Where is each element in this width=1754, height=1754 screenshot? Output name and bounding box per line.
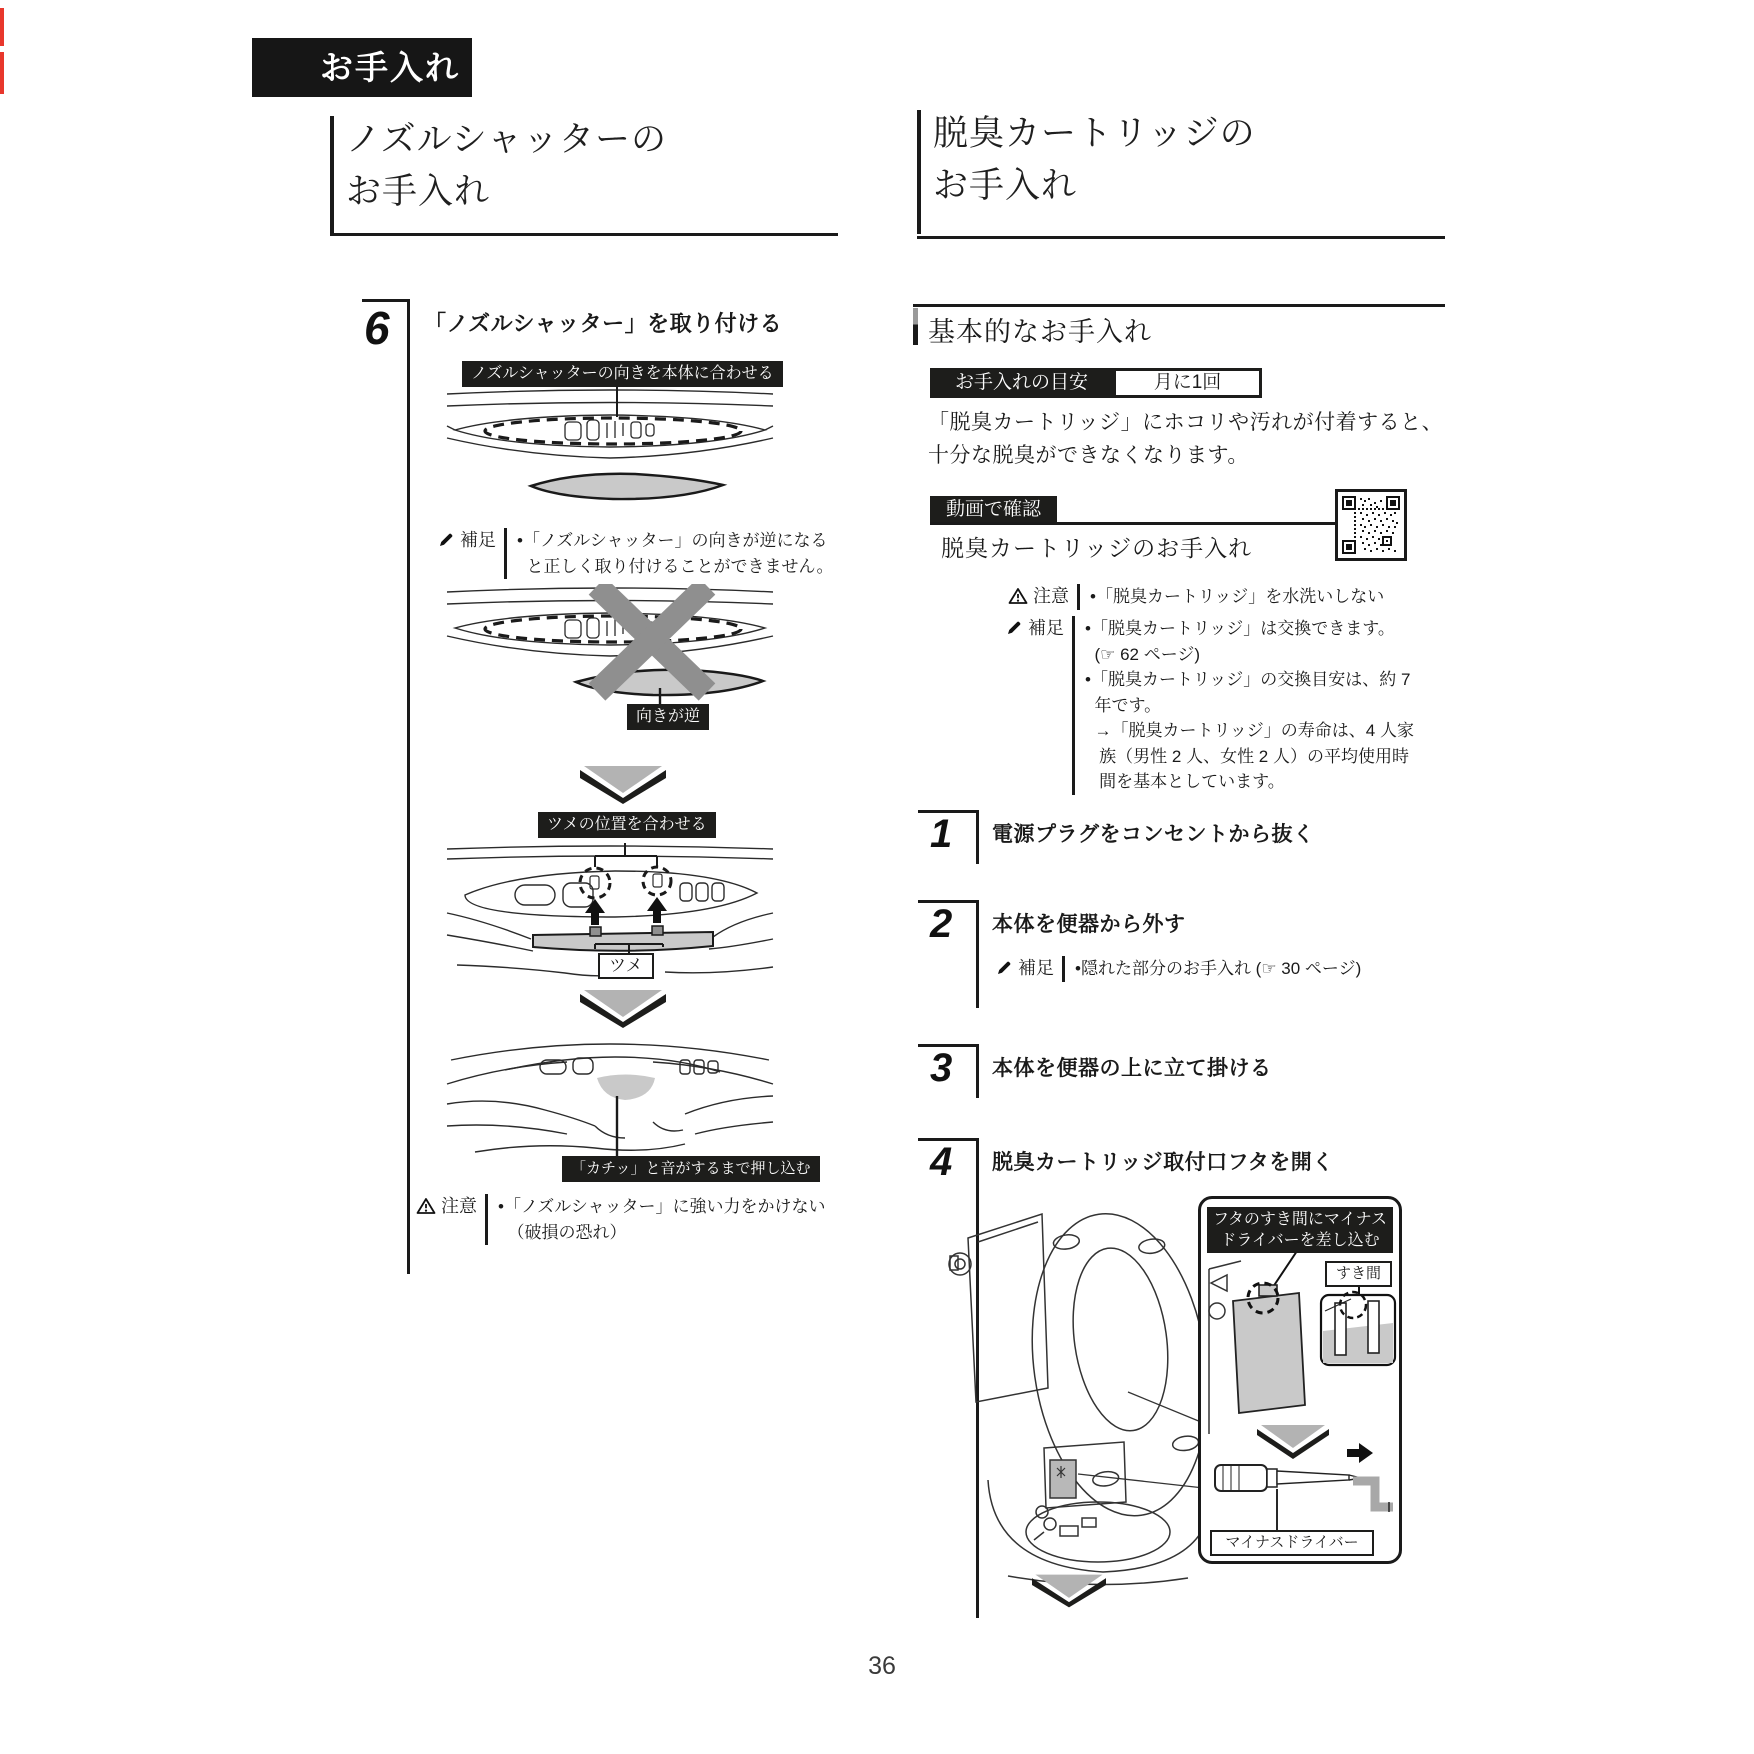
screwdriver-label: マイナスドライバー bbox=[1210, 1530, 1374, 1556]
note-divider bbox=[1077, 584, 1080, 610]
step-title: 本体を便器の上に立て掛ける bbox=[992, 1057, 1272, 1080]
callout-line: ドライバーを差し込む bbox=[1220, 1232, 1380, 1249]
down-arrow-icon bbox=[1032, 1571, 1106, 1611]
crop-mark bbox=[0, 52, 4, 94]
reversed-nozzle-illustration bbox=[445, 584, 775, 706]
note-lines: •「ノズルシャッター」の向きが逆になる と正しく取り付けることができません。 bbox=[517, 531, 834, 576]
step-number: 1 bbox=[930, 812, 953, 856]
down-arrow-icon bbox=[580, 766, 666, 804]
pencil-icon bbox=[996, 959, 1013, 976]
nozzle-illustration bbox=[445, 386, 775, 508]
down-arrow-icon bbox=[580, 990, 666, 1028]
chapter-badge: お手入れ bbox=[252, 38, 472, 97]
title-line: お手入れ bbox=[933, 166, 1078, 205]
note-lines: •隠れた部分のお手入れ (☞ 30 ページ) bbox=[1075, 959, 1362, 978]
caution-note bbox=[416, 1194, 826, 1245]
warning-icon bbox=[416, 1197, 436, 1215]
supplement-note bbox=[996, 956, 1361, 982]
gap-label: すき間 bbox=[1325, 1261, 1392, 1287]
note-divider bbox=[1062, 956, 1065, 982]
step-number: 6 bbox=[364, 302, 390, 354]
step-title: 電源プラグをコンセントから抜く bbox=[992, 823, 1315, 846]
right-title-underline bbox=[917, 236, 1445, 239]
callout-orientation-label: ノズルシャッターの向きを本体に合わせる bbox=[462, 361, 783, 387]
title-line: お手入れ bbox=[346, 172, 491, 211]
toilet-illustration bbox=[948, 1180, 1240, 1592]
section-bar bbox=[913, 308, 918, 345]
right-title-bar bbox=[917, 110, 921, 234]
callout-line: フタのすき間にマイナス bbox=[1213, 1211, 1387, 1228]
page-number: 36 bbox=[868, 1652, 896, 1680]
crop-mark bbox=[0, 8, 4, 46]
qr-code bbox=[1335, 489, 1407, 561]
pencil-icon bbox=[438, 531, 455, 548]
frequency-badge-label: お手入れの目安 bbox=[930, 368, 1113, 398]
note-lines: •「脱臭カートリッジ」を水洗いしない bbox=[1090, 587, 1385, 606]
step-title: 「ノズルシャッター」を取り付ける bbox=[424, 311, 783, 336]
right-column-title bbox=[933, 108, 1256, 212]
step-number: 3 bbox=[930, 1046, 953, 1090]
supplement-note bbox=[1006, 616, 1414, 795]
title-line: ノズルシャッターの bbox=[346, 120, 668, 159]
note-label: 注意 bbox=[441, 1196, 477, 1216]
note-label: 補足 bbox=[1028, 618, 1064, 638]
push-illustration bbox=[445, 1026, 775, 1158]
detail-panel bbox=[1198, 1196, 1402, 1564]
step-rule bbox=[976, 900, 979, 1008]
frequency-badge-value: 月に1回 bbox=[1113, 368, 1262, 398]
step-title: 本体を便器から外す bbox=[992, 913, 1186, 936]
note-lines: •「ノズルシャッター」に強い力をかけない （破損の恐れ） bbox=[498, 1197, 826, 1242]
section-heading: 基本的なお手入れ bbox=[928, 317, 1152, 347]
left-column-title bbox=[346, 114, 667, 218]
caution-note bbox=[1008, 584, 1384, 610]
step-number: 4 bbox=[930, 1140, 953, 1184]
callout-push-label: 「カチッ」と音がするまで押し込む bbox=[562, 1156, 820, 1182]
note-lines: •「脱臭カートリッジ」は交換できます。 (☞ 62 ページ) •「脱臭カートリッジ」の交換目安は、約 7 年です。 →「脱臭カートリッジ」の寿命は、4 人家 族（男性 2 人、女性 2 人）の平均使用時 間を基本としています。 bbox=[1085, 619, 1414, 791]
step-rule bbox=[976, 1044, 979, 1098]
video-check-tab: 動画で確認 bbox=[930, 496, 1057, 524]
note-label: 補足 bbox=[1018, 958, 1054, 978]
left-title-underline bbox=[330, 233, 838, 236]
note-divider bbox=[1072, 616, 1075, 795]
screwdriver-illustration bbox=[1201, 1199, 1399, 1561]
step-title: 脱臭カートリッジ取付口フタを開く bbox=[992, 1151, 1334, 1174]
warning-icon bbox=[1008, 587, 1028, 605]
section-toprule bbox=[913, 304, 1445, 307]
step-rule bbox=[976, 810, 979, 864]
note-divider bbox=[485, 1194, 488, 1245]
step-number: 2 bbox=[930, 902, 953, 946]
note-label: 補足 bbox=[460, 530, 496, 550]
left-title-bar bbox=[330, 116, 334, 234]
callout-reversed-label: 向きが逆 bbox=[627, 704, 709, 730]
tab-label: ツメ bbox=[598, 953, 654, 979]
note-label: 注意 bbox=[1033, 586, 1069, 606]
section-intro: 「脱臭カートリッジ」にホコリや汚れが付着すると、 十分な脱臭ができなくなります。 bbox=[928, 411, 1444, 467]
callout-tabs-label: ツメの位置を合わせる bbox=[538, 812, 716, 838]
pencil-icon bbox=[1006, 619, 1023, 636]
supplement-note bbox=[438, 528, 833, 579]
video-rule bbox=[930, 522, 1335, 525]
title-line: 脱臭カートリッジの bbox=[933, 114, 1256, 153]
note-divider bbox=[504, 528, 507, 579]
callout-insert-label bbox=[1207, 1207, 1393, 1253]
video-caption: 脱臭カートリッジのお手入れ bbox=[941, 535, 1253, 561]
step-rule bbox=[407, 299, 410, 1274]
